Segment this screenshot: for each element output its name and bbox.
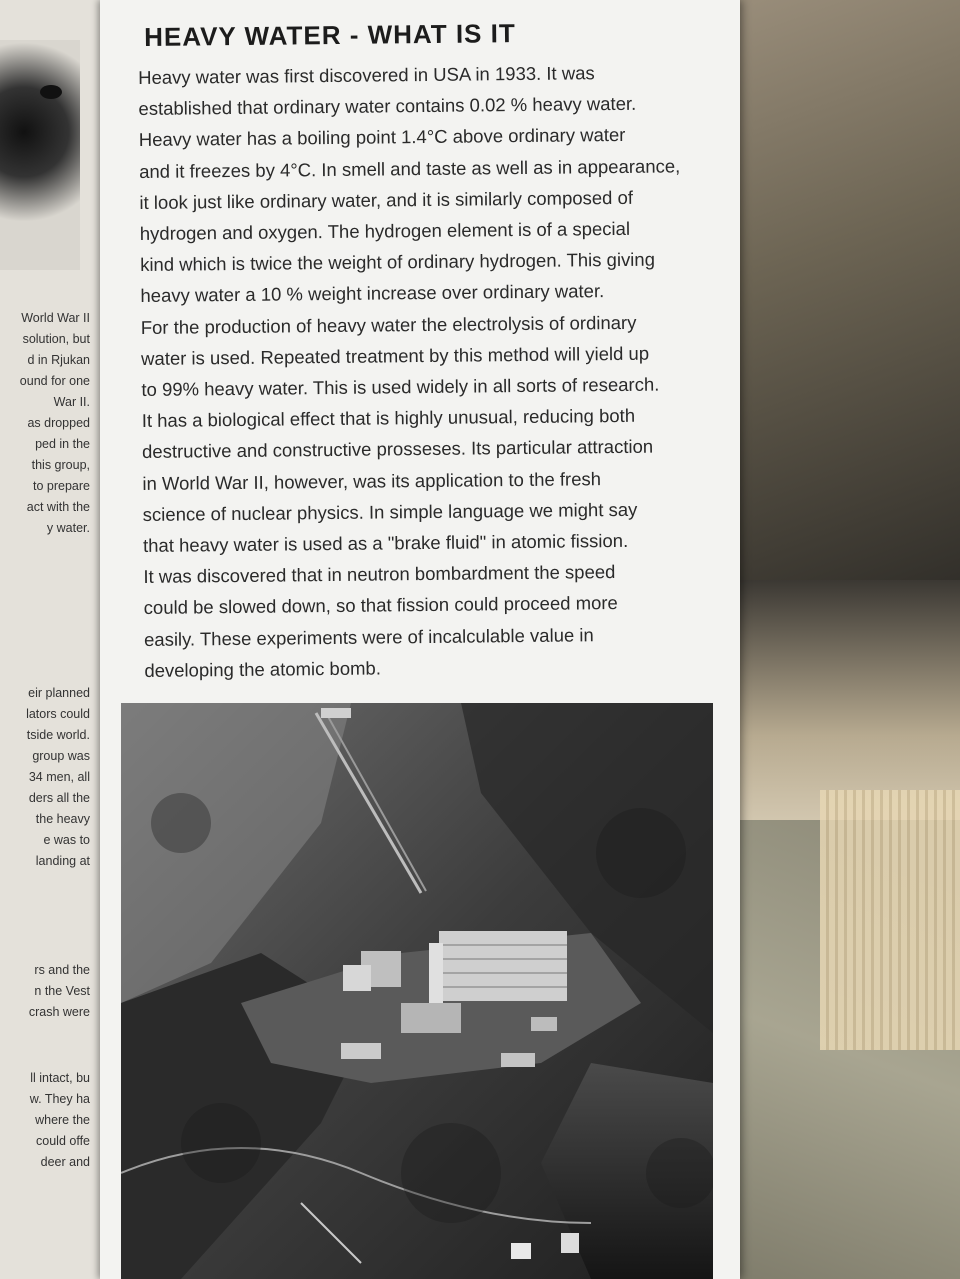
- background-seat-pattern: [820, 790, 960, 1050]
- body-line: science of nuclear physics. In simple language we might say: [142, 498, 638, 525]
- body-line: that heavy water is used as a "brake fluid" in atomic fission.: [142, 529, 629, 557]
- left-page-line: landing at: [35, 854, 90, 868]
- left-page-line: lators could: [26, 707, 90, 721]
- left-page-line: group was: [32, 749, 90, 763]
- body-paragraph: [138, 56, 715, 686]
- left-page-line: 34 men, all: [28, 770, 90, 784]
- body-line: heavy water a 10 % weight increase over ordinary water.: [140, 280, 605, 307]
- left-page-line: w. They ha: [29, 1092, 90, 1106]
- background-chair-top: [720, 0, 960, 620]
- left-page-text-block-4: [0, 1068, 90, 1173]
- body-line: water is used. Repeated treatment by this method will yield up: [140, 342, 650, 369]
- left-page-photo-detail: [40, 85, 62, 99]
- left-page-text-block-2: [0, 683, 90, 872]
- left-page-text-block-1: [0, 308, 90, 539]
- body-line: could be slowed down, so that fission could proceed more: [143, 592, 618, 619]
- left-page-line: eir planned: [28, 686, 90, 700]
- body-line: It has a biological effect that is highly unusual, reducing both: [141, 405, 636, 432]
- left-page-line: deer and: [40, 1155, 90, 1169]
- left-page-line: tside world.: [26, 728, 90, 742]
- body-line: to 99% heavy water. This is used widely in all sorts of research.: [141, 373, 660, 401]
- body-line: in World War II, however, was its application to the fresh: [142, 467, 602, 494]
- body-line: Heavy water has a boiling point 1.4°C above ordinary water: [138, 124, 626, 151]
- left-page-line: e was to: [43, 833, 90, 847]
- body-line: destructive and constructive prosseses. Its particular attraction: [141, 436, 654, 463]
- left-page-line: ders all the: [28, 791, 90, 805]
- left-page-line: solution, but: [22, 332, 90, 346]
- left-page-line: rs and the: [34, 963, 90, 977]
- body-line: established that ordinary water contains 0.02 % heavy water.: [138, 92, 637, 120]
- left-page-line: act with the: [26, 500, 90, 514]
- left-page-line: could offe: [36, 1134, 90, 1148]
- body-line: hydrogen and oxygen. The hydrogen element is of a special: [139, 217, 631, 245]
- body-line: developing the atomic bomb.: [144, 657, 382, 681]
- body-line: and it freezes by 4°C. In smell and taste as well as in appearance,: [139, 154, 681, 182]
- left-page-text-block-3: [0, 960, 90, 1023]
- left-page-line: ound for one: [19, 374, 90, 388]
- left-page-line: War II.: [53, 395, 90, 409]
- left-page-line: crash were: [28, 1005, 90, 1019]
- page-title: HEAVY WATER - WHAT IS IT: [144, 18, 516, 52]
- left-page-line: the heavy: [35, 812, 90, 826]
- left-page-line: this group,: [31, 458, 90, 472]
- left-page-line: where the: [35, 1113, 90, 1127]
- left-page-line: n the Vest: [34, 984, 90, 998]
- left-page-photo: [0, 40, 80, 270]
- aerial-photograph: [121, 703, 713, 1279]
- left-page-line: World War II: [21, 311, 90, 325]
- left-page-line: ll intact, bu: [30, 1071, 90, 1085]
- leaflet-page: [100, 0, 740, 1279]
- left-page-line: y water.: [46, 521, 90, 535]
- body-line: kind which is twice the weight of ordinary hydrogen. This giving: [140, 248, 656, 276]
- body-line: It was discovered that in neutron bombardment the speed: [143, 561, 616, 588]
- left-page-line: to prepare: [33, 479, 90, 493]
- body-line: For the production of heavy water the electrolysis of ordinary: [140, 311, 637, 338]
- body-line: easily. These experiments were of incalculable value in: [143, 623, 594, 650]
- body-line: Heavy water was first discovered in USA in 1933. It was: [138, 62, 595, 88]
- left-page-line: d in Rjukan: [27, 353, 90, 367]
- left-page-line: ped in the: [35, 437, 90, 451]
- left-underlying-page: [0, 0, 110, 1279]
- body-line: it look just like ordinary water, and it is similarly composed of: [139, 186, 634, 213]
- left-page-line: as dropped: [27, 416, 90, 430]
